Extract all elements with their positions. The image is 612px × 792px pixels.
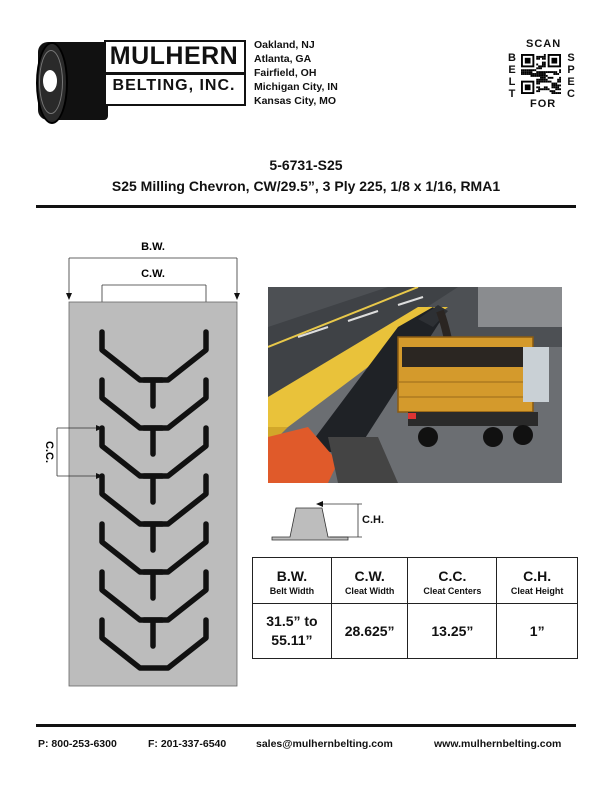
cw-label: C.W.: [141, 268, 165, 280]
cc-label: C.C.: [43, 441, 55, 463]
bw-label: B.W.: [141, 241, 165, 253]
footer-rule: [36, 724, 576, 727]
cleat-profile-icon: [272, 508, 348, 540]
ch-label: C.H.: [362, 514, 384, 526]
qr-for-label: FOR: [530, 98, 557, 110]
qr-spec-label: S P E C: [567, 52, 575, 100]
spec-table: [252, 557, 578, 659]
bw-right-arrow: [234, 293, 240, 300]
footer-email[interactable]: sales@mulhernbelting.com: [256, 738, 393, 750]
spec-header-ch: C.H. Cleat Height: [497, 558, 578, 604]
spec-header-cc: C.C. Cleat Centers: [408, 558, 497, 604]
spec-header-row: [253, 558, 578, 604]
location-item: Atlanta, GA: [254, 53, 312, 65]
spec-value-cw: 28.625”: [331, 604, 408, 659]
spec-value-bw: 31.5” to 55.11”: [253, 604, 332, 659]
ch-arrow: [316, 501, 323, 507]
location-item: Oakland, NJ: [254, 39, 315, 51]
milling-truck-photo: [268, 287, 562, 483]
footer-phone: P: 800-253-6300: [38, 738, 117, 750]
location-item: Fairfield, OH: [254, 67, 317, 79]
qr-belt-label: B E L T: [508, 52, 516, 100]
footer-fax: F: 201-337-6540: [148, 738, 227, 750]
company-name: MULHERN: [109, 42, 239, 70]
spec-value-ch: 1”: [497, 604, 578, 659]
spec-header-bw: B.W. Belt Width: [253, 558, 332, 604]
company-name-suffix: BELTING, INC.: [112, 77, 236, 94]
product-code: 5-6731-S25: [269, 157, 343, 173]
spec-value-row: [253, 604, 578, 659]
footer-website[interactable]: www.mulhernbelting.com: [434, 738, 562, 750]
bw-left-arrow: [66, 293, 72, 300]
qr-scan-label: SCAN: [526, 38, 562, 50]
location-item: Michigan City, IN: [254, 81, 338, 93]
spec-header-cw: C.W. Cleat Width: [331, 558, 408, 604]
product-title: S25 Milling Chevron, CW/29.5”, 3 Ply 225, 1/8 x 1/16, RMA1: [111, 178, 501, 194]
spec-value-cc: 13.25”: [408, 604, 497, 659]
location-item: Kansas City, MO: [254, 95, 337, 107]
